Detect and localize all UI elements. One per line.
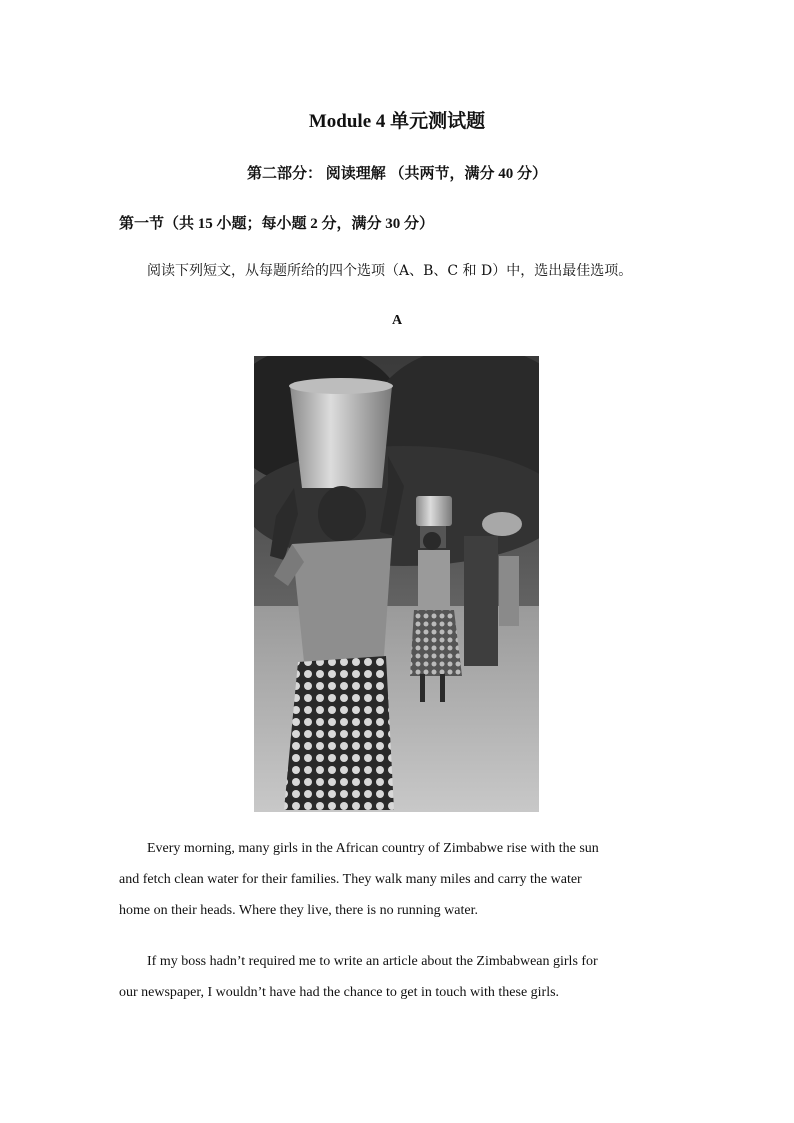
paragraph-1 <box>119 833 679 926</box>
paragraph-line: Every morning, many girls in the African country of Zimbabwe rise with the sun <box>147 841 599 856</box>
instructions: 阅读下列短文，从每题所给的四个选项（A、B、C 和 D）中，选出最佳选项。 <box>147 263 633 279</box>
part-heading: 第二部分： 阅读理解 （共两节，满分 40 分） <box>246 166 547 182</box>
photo-girls-carrying-water <box>254 356 539 812</box>
paragraph-line: and fetch clean water for their families. They walk many miles and carry the water <box>119 872 582 887</box>
photo-illustration <box>254 356 539 812</box>
paragraph-line: our newspaper, I wouldn’t have had the chance to get in touch with these girls. <box>119 985 560 1000</box>
paragraph-line: home on their heads. Where they live, there is no running water. <box>119 903 478 918</box>
section-heading: 第一节（共 15 小题；每小题 2 分，满分 30 分） <box>119 216 435 232</box>
page-title: Module 4 单元测试题 <box>308 111 486 132</box>
passage-label: A <box>391 313 403 328</box>
paragraph-2 <box>119 946 679 1008</box>
paragraph-line: If my boss hadn’t required me to write an article about the Zimbabwean girls for <box>147 954 598 969</box>
